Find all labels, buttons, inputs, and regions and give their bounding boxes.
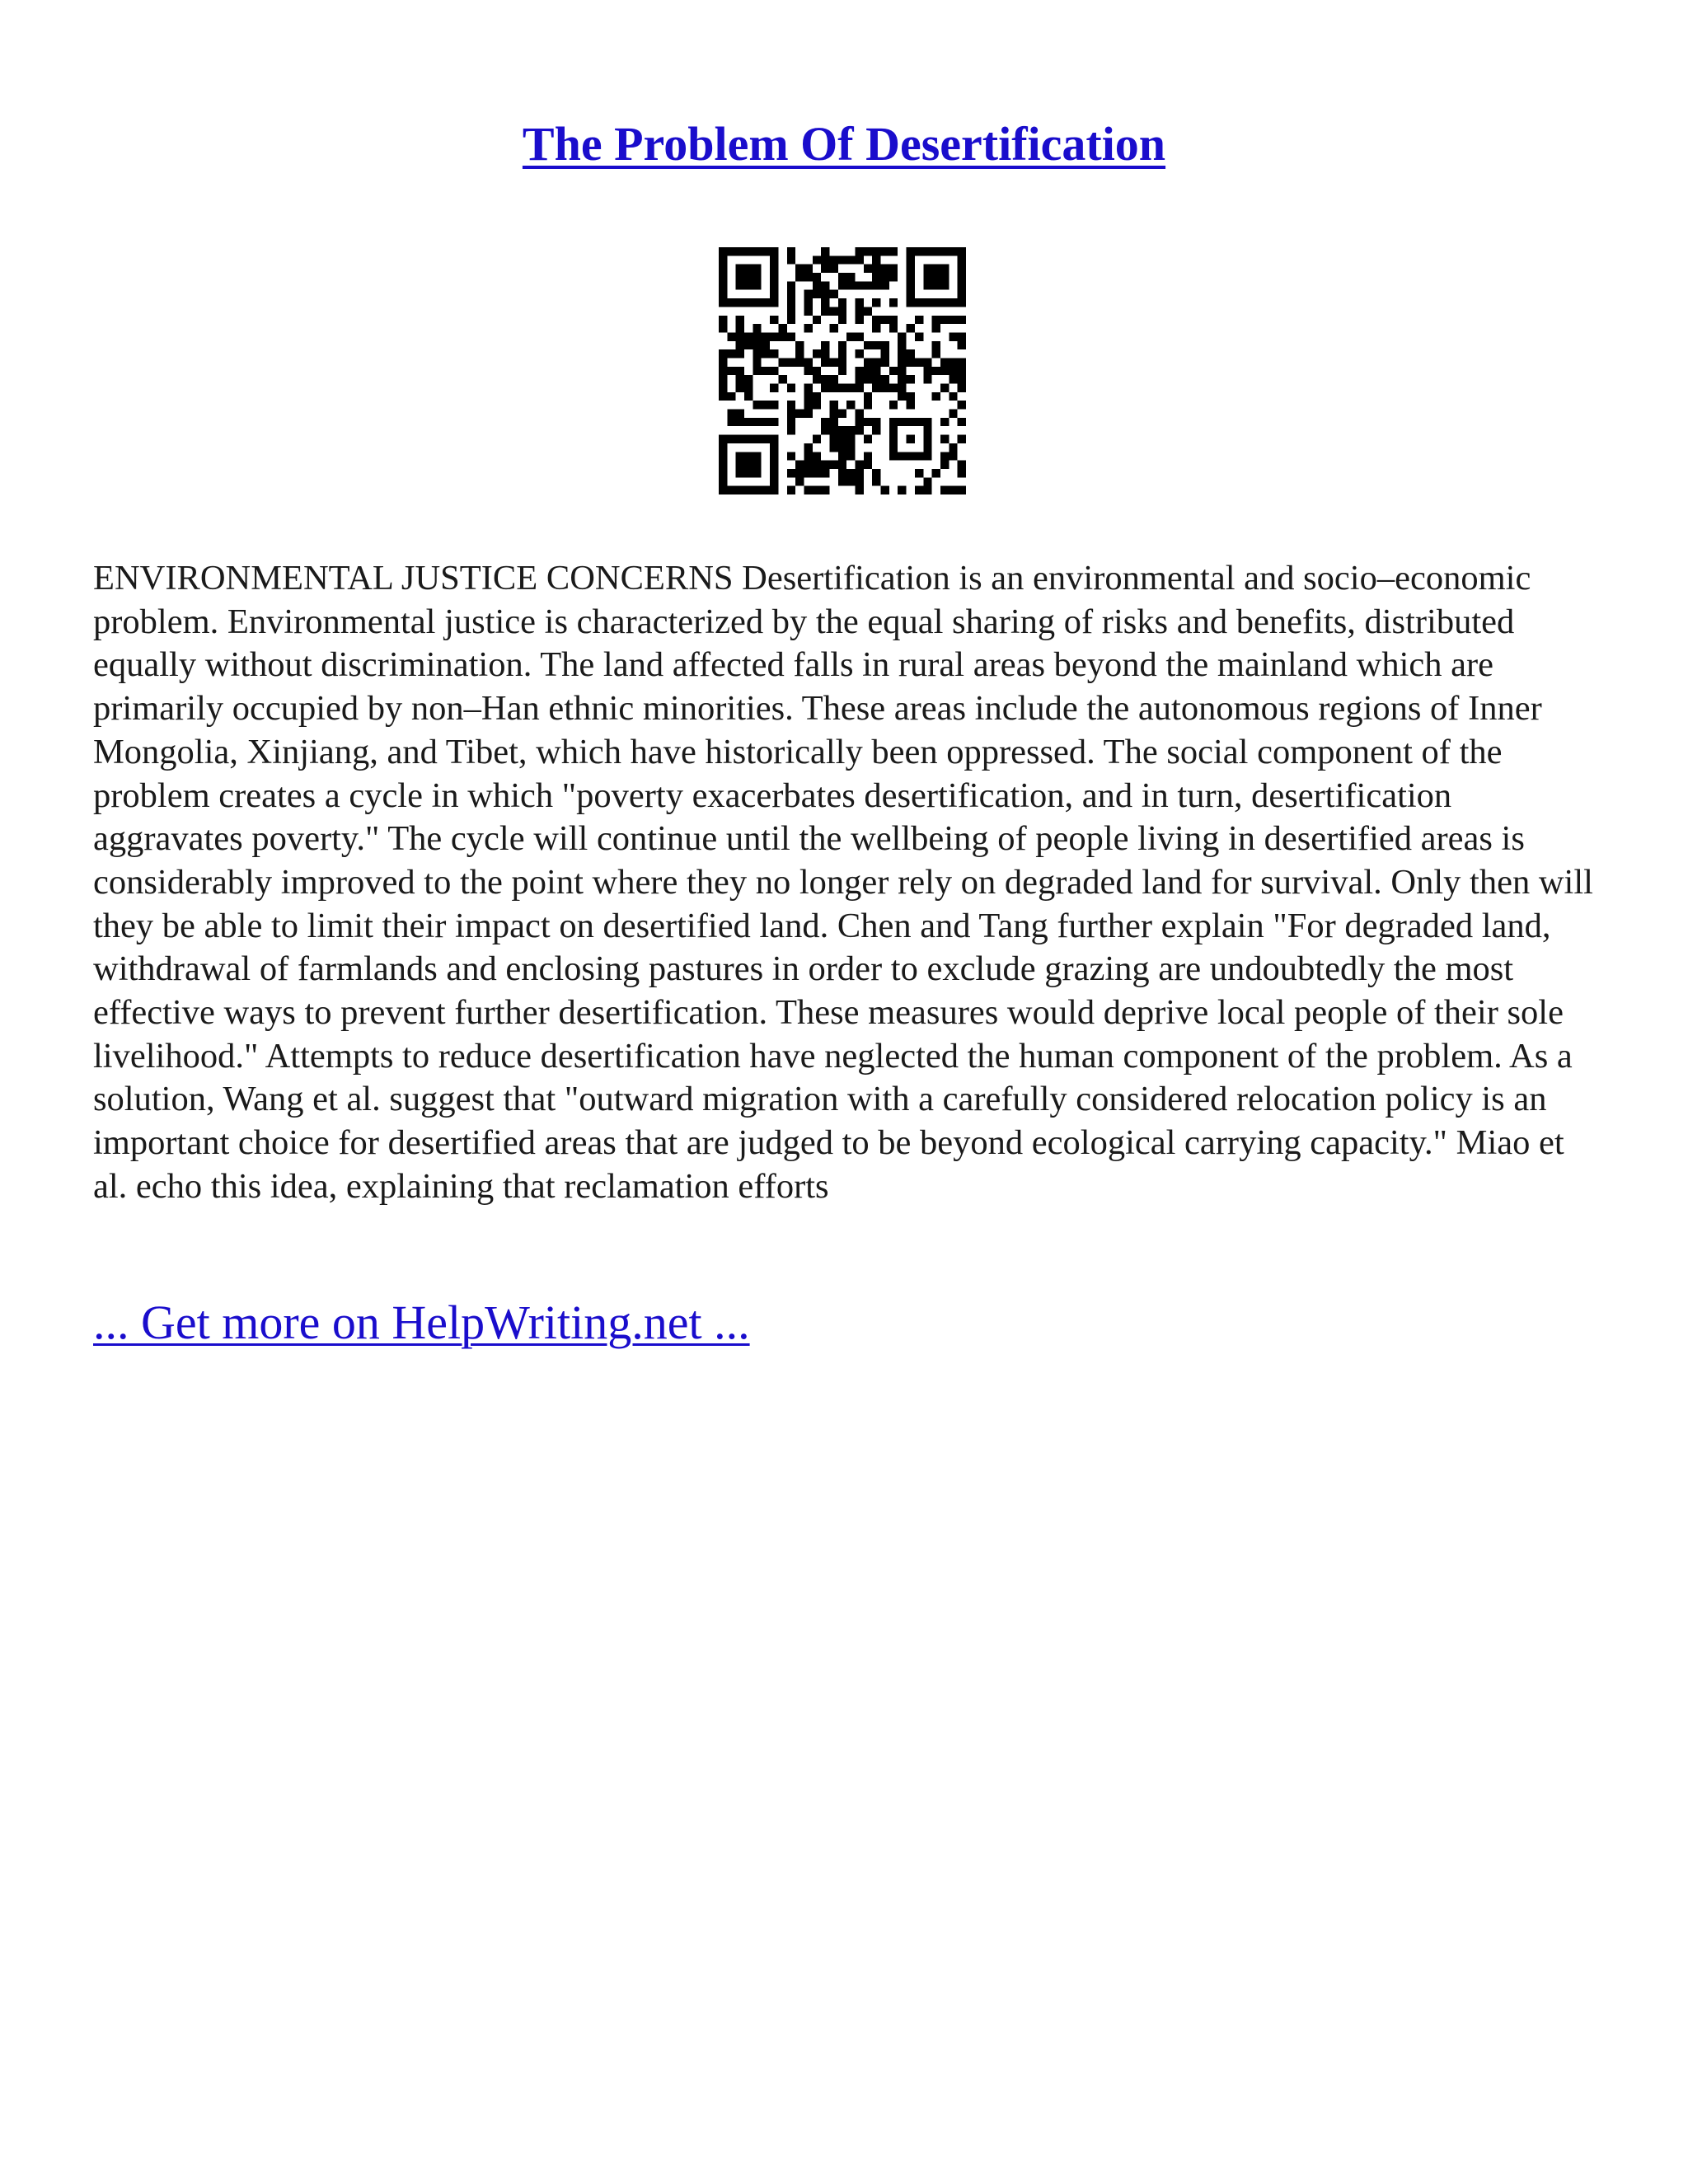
title-link[interactable]: The Problem Of Desertification xyxy=(522,117,1166,171)
qr-code-icon xyxy=(719,247,966,494)
qr-code-graphic xyxy=(719,247,966,494)
page-title xyxy=(0,115,1688,173)
more-link-container xyxy=(93,1294,750,1352)
article-body: ENVIRONMENTAL JUSTICE CONCERNS Desertification is an environmental and socio–economic problem. Environmental justice is characterized by the equal sharing of risks and benefits, distributed equally without discrimination. The land affected falls in rural areas beyond the mainland which are primarily occupied by non–Han ethnic minorities. These areas include the autonomous regions of Inner Mongolia, Xinjiang, and Tibet, which have historically been oppressed. The social component of the problem creates a cycle in which "poverty exacerbates desertification, and in turn, desertification aggravates poverty." The cycle will continue until the wellbeing of people living in desertified areas is considerably improved to the point where they no longer rely on degraded land for survival. Only then will they be able to limit their impact on desertified land. Chen and Tang further explain "For degraded land, withdrawal of farmlands and enclosing pastures in order to exclude grazing are undoubtedly the most effective ways to prevent further desertification. These measures would deprive local people of their sole livelihood." Attempts to reduce desertification have neglected the human component of the problem. As a solution, Wang et al. suggest that "outward migration with a carefully considered relocation policy is an important choice for desertified areas that are judged to be beyond ecological carrying capacity." Miao et al. echo this idea, explaining that reclamation efforts xyxy=(93,559,1593,1206)
get-more-link[interactable]: ... Get more on HelpWriting.net ... xyxy=(93,1296,750,1349)
